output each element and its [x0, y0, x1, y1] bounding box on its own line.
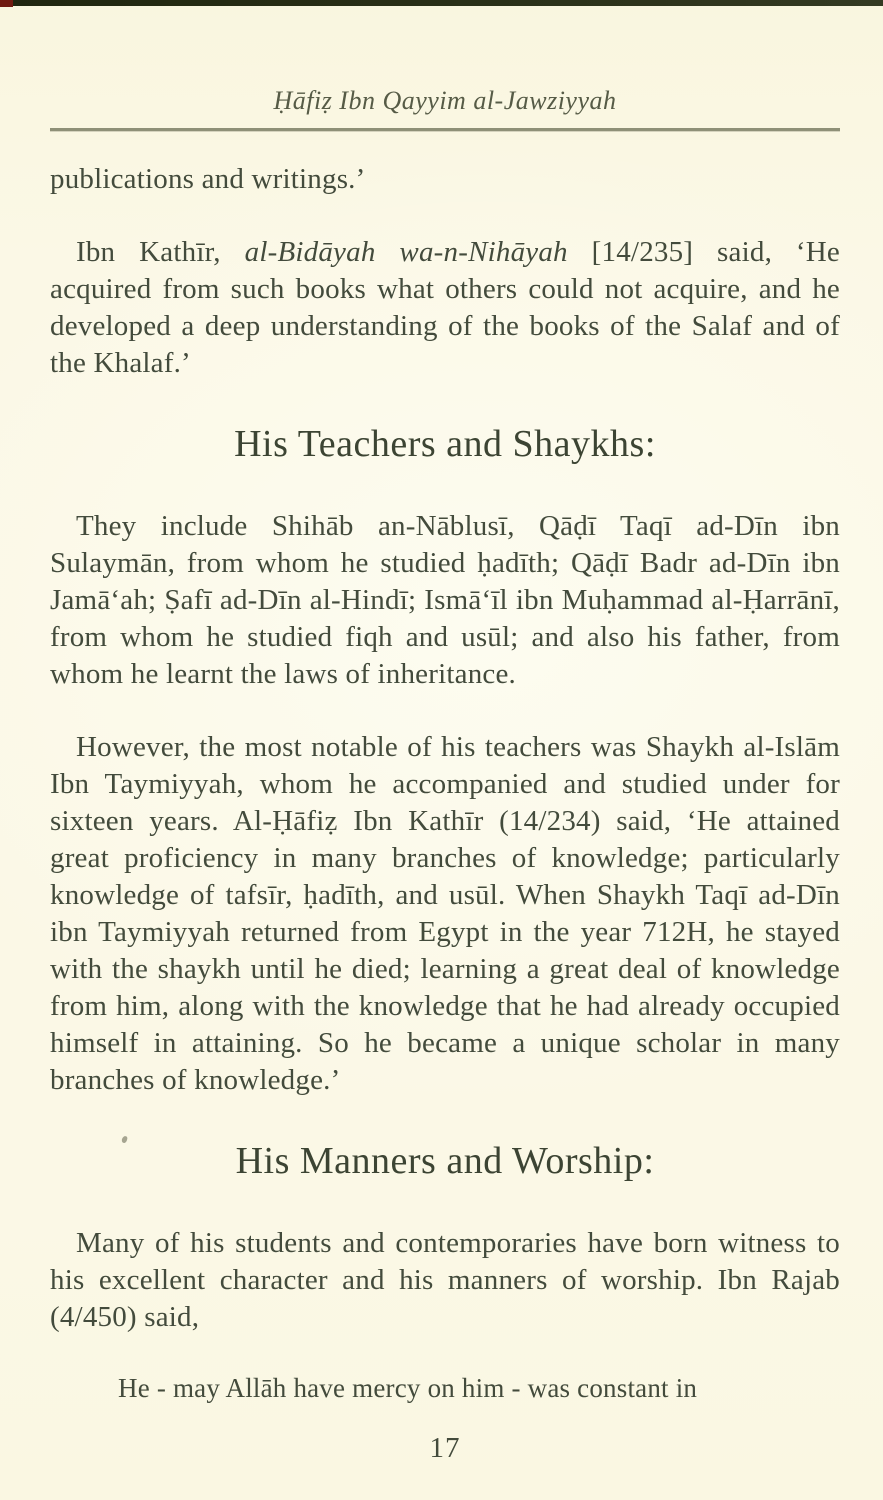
text-run-post: [14/235] said, ‘He acquired from such books what others could not acquire, and he developed a deep understanding of the books of the Salaf and of the Khalaf.’	[50, 236, 841, 379]
header-rule	[50, 128, 840, 131]
paragraph-manners-witness: Many of his students and contemporaries have born witness to his excellent character and his manners of worship. Ibn Rajab (4/450) said,	[50, 1227, 840, 1333]
paragraph-continuation: publications and writings.’	[50, 163, 366, 195]
heading-teachers-and-shaykhs: His Teachers and Shaykhs:	[234, 423, 656, 465]
paragraph-teachers-list: They include Shihāb an-Nāblusī, Qāḍī Taqī ad-Dīn ibn Sulaymān, from whom he studied ḥadīth; Qāḍī Badr ad-Dīn ibn Jamā‘ah; Ṣafī ad-Dīn al-Hindī; Ismā‘īl ibn Muḥammad al-Ḥarrānī, from whom he studied fiqh and usūl; and also his father, from whom he learnt the laws of inheritance.	[50, 510, 840, 690]
heading-manners-and-worship: His Manners and Worship:	[235, 1140, 655, 1182]
paragraph-ibn-kathir	[50, 234, 840, 382]
paragraph-ibn-taymiyyah: However, the most notable of his teachers was Shaykh al-Islām Ibn Taymiyyah, whom he accompanied and studied under for sixteen years. Al-Ḥāfiẓ Ibn Kathīr (14/234) said, ‘He attained great proficiency in many branches of knowledge; particularly knowledge of tafsīr, ḥadīth, and usūl. When Shaykh Taqī ad-Dīn ibn Taymiyyah returned from Egypt in the year 712H, he stayed with the shaykh until he died; learning a great deal of knowledge from him, along with the knowledge that he had already occupied himself in attaining. So he became a unique scholar in many branches of knowledge.’	[50, 731, 840, 1096]
running-header-title: Ḥāfiẓ Ibn Qayyim al-Jawziyyah	[273, 86, 617, 115]
page-number: 17	[429, 1432, 461, 1464]
quote-ibn-rajab: He - may Allāh have mercy on him - was constant in	[118, 1373, 698, 1403]
text-run-pre: Ibn Kathīr,	[76, 236, 245, 268]
book-title-italic: al-Bidāyah wa-n-Nihāyah	[244, 236, 568, 268]
